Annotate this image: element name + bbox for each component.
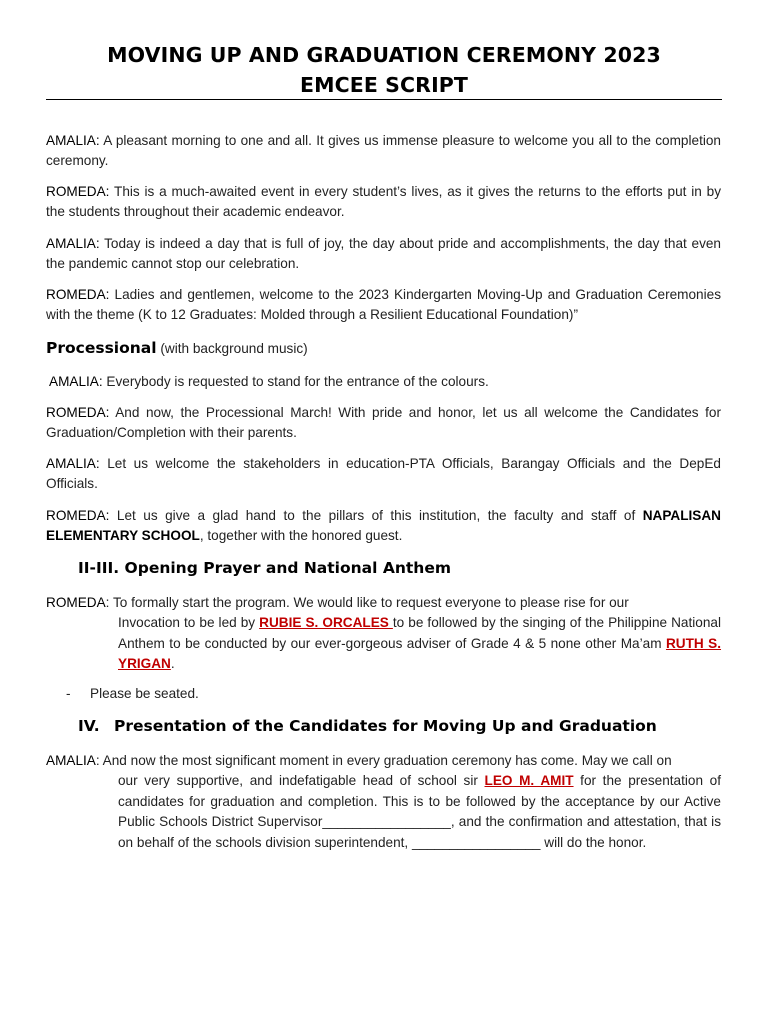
section-heading: Processional <box>46 339 157 357</box>
paragraph-text: And now, the Processional March! With pride and honor, let us all welcome the Candidates for Graduation/Completion with their parents. <box>46 405 721 441</box>
speaker-label: ROMEDA: <box>46 508 110 523</box>
script-paragraph <box>46 131 721 172</box>
speaker-label: AMALIA: <box>46 456 100 471</box>
speaker-label: AMALIA: <box>46 236 100 251</box>
title-line-2: EMCEE SCRIPT <box>299 73 469 97</box>
script-paragraph <box>46 285 721 326</box>
head-of-school-name: LEO M. AMIT <box>484 773 574 789</box>
title-underline <box>46 99 722 100</box>
paragraph-text: . <box>170 656 175 672</box>
paragraph-text: A pleasant morning to one and all. It gives us immense pleasure to welcome you all to the completion ceremony. <box>46 133 721 169</box>
paragraph-body <box>118 613 721 674</box>
paragraph-text: Ladies and gentlemen, welcome to the 2023 Kindergarten Moving-Up and Graduation Ceremonies with the theme (K to 12 Graduates: Molded through a Resilient Educational Foundation)” <box>46 287 721 323</box>
script-paragraph <box>46 593 721 675</box>
title-line-1: MOVING UP AND GRADUATION CEREMONY 2023 <box>107 43 661 67</box>
paragraph-text: This is a much-awaited event in every student’s lives, as it gives the returns to the efforts put in by the students throughout their academic endeavor. <box>46 184 721 220</box>
speaker-label: AMALIA <box>46 753 96 768</box>
paragraph-text: Let us give a glad hand to the pillars of this institution, the faculty and staff of <box>109 508 643 523</box>
script-paragraph <box>46 182 721 223</box>
paragraph-text: to be followed by the singing of the Philippine National Anthem to be conducted by our ever-gorgeous adviser of Grade 4 & 5 none other Ma’am <box>118 615 721 651</box>
list-item <box>66 684 199 704</box>
paragraph-text: : To formally start the program. We would like to request everyone to please rise for our <box>105 595 629 610</box>
speaker-label: ROMEDA: <box>46 405 110 420</box>
document-title <box>46 40 722 100</box>
speaker-label: ROMEDA <box>46 595 106 610</box>
paragraph-text: , together with the honored guest. <box>199 528 403 544</box>
bullet-dash: - <box>66 686 71 701</box>
paragraph-text: Today is indeed a day that is full of joy, the day about pride and accomplishments, the day that even the pandemic cannot stop our celebration. <box>46 236 721 272</box>
processional-heading <box>46 337 308 360</box>
paragraph-lead <box>46 751 721 771</box>
paragraph-lead <box>46 593 721 613</box>
speaker-label: ROMEDA: <box>46 287 110 302</box>
script-paragraph <box>46 454 721 495</box>
paragraph-body <box>118 771 721 853</box>
script-paragraph <box>49 372 724 392</box>
section-number: IV. <box>78 717 100 735</box>
section-heading: Presentation of the Candidates for Moving Up and Graduation <box>114 717 657 735</box>
speaker-label: AMALIA: <box>46 133 100 148</box>
opening-prayer-heading <box>78 557 451 579</box>
presentation-heading <box>78 715 657 737</box>
adviser-name: RUTH S. YRIGAN <box>118 635 722 672</box>
script-paragraph <box>46 403 721 444</box>
speaker-label: ROMEDA: <box>46 184 110 199</box>
script-paragraph <box>46 234 721 275</box>
speaker-label: AMALIA: <box>49 374 103 389</box>
paragraph-text: Let us welcome the stakeholders in education-PTA Officials, Barangay Officials and the DepEd Officials. <box>46 456 721 492</box>
paragraph-text: our very supportive, and indefatigable head of school sir <box>118 773 485 789</box>
paragraph-text: Invocation to be led by <box>118 615 260 631</box>
officiant-name: RUBIE S. ORCALES <box>259 615 393 631</box>
paragraph-text: : And now the most significant moment in every graduation ceremony has come. May we call on <box>95 753 672 768</box>
paragraph-text: Everybody is requested to stand for the entrance of the colours. <box>102 374 489 389</box>
script-paragraph <box>46 751 721 853</box>
script-paragraph <box>46 506 721 547</box>
section-note: (with background music) <box>156 341 308 356</box>
paragraph-text: for the presentation of candidates for graduation and completion. This is to be followed by the acceptance by our Active Public Schools District Supervisor_________________, and the confirmation and attestation, that is on behalf of the schools division superintendent, _________________ will do the honor. <box>118 773 721 850</box>
list-item-text: Please be seated. <box>90 686 199 701</box>
school-name: NAPALISAN ELEMENTARY SCHOOL <box>46 508 721 544</box>
section-heading: II-III. Opening Prayer and National Anthem <box>78 559 451 577</box>
